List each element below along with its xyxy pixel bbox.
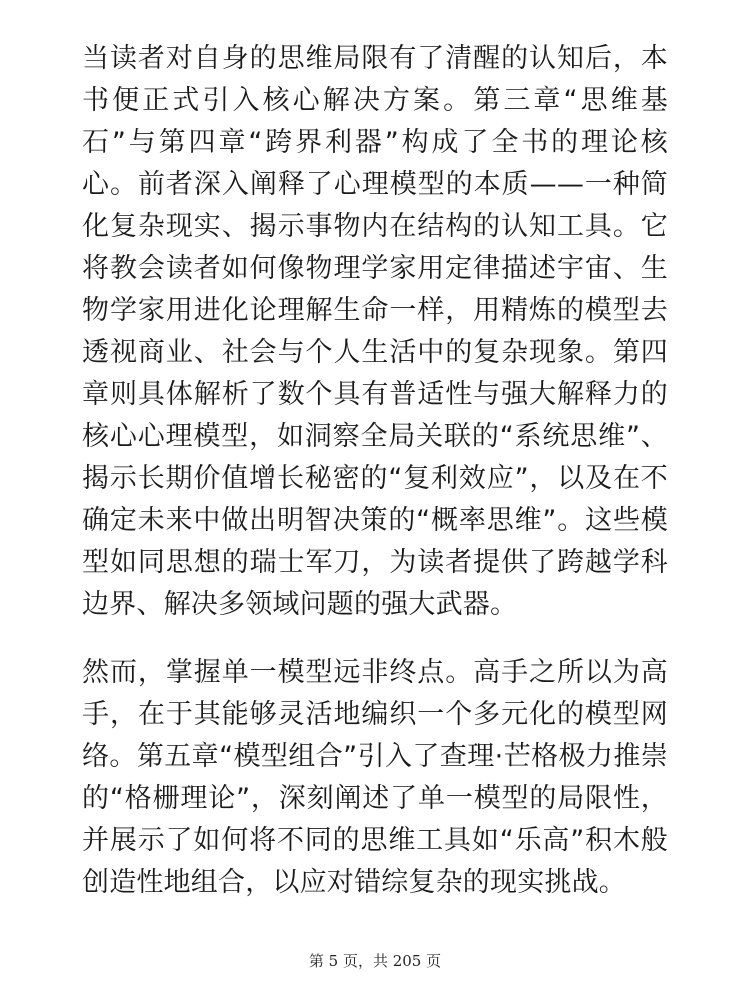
document-body xyxy=(82,38,668,904)
paragraph-1: 当读者对自身的思维局限有了清醒的认知后，本书便正式引入核心解决方案。第三章“思维基石”与第四章“跨界利器”构成了全书的理论核心。前者深入阐释了心理模型的本质——一种简化复杂现实、揭示事物内在结构的认知工具。它将教会读者如何像物理学家用定律描述宇宙、生物学家用进化论理解生命一样，用精炼的模型去透视商业、社会与个人生活中的复杂现象。第四章则具体解析了数个具有普适性与强大解释力的核心心理模型，如洞察全局关联的“系统思维”、揭示长期价值增长秘密的“复利效应”，以及在不确定未来中做出明智决策的“概率思维”。这些模型如同思想的瑞士军刀，为读者提供了跨越学科边界、解决多领域问题的强大武器。 xyxy=(82,43,668,620)
page-number-footer: 第 5 页，共 205 页 xyxy=(308,952,442,970)
paragraph-2: 然而，掌握单一模型远非终点。高手之所以为高手，在于其能够灵活地编织一个多元化的模型网络。第五章“模型组合”引入了查理·芒格极力推崇的“格栅理论”，深刻阐述了单一模型的局限性，并展示了如何将不同的思维工具如“乐高”积木般创造性地组合，以应对错综复杂的现实挑战。 xyxy=(82,657,668,898)
